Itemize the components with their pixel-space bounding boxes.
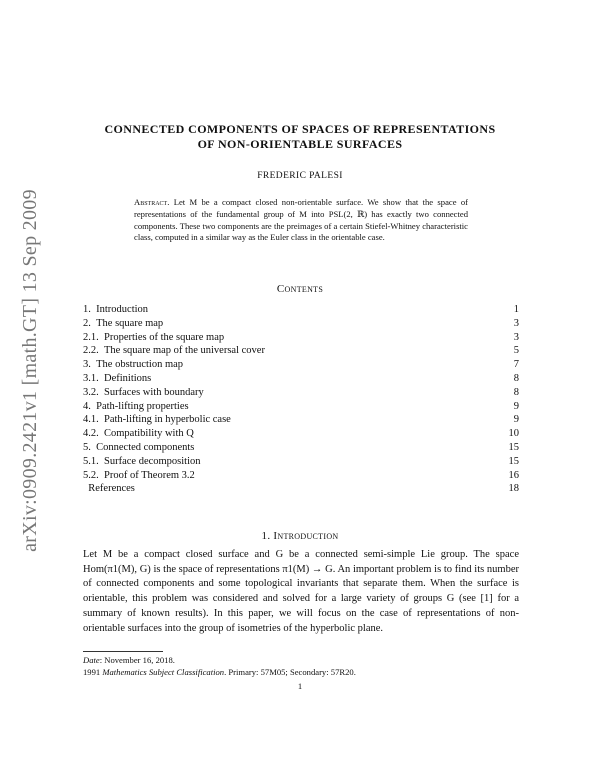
toc-entry[interactable] [83,317,519,331]
footnote-rule [83,651,163,652]
toc-entry-page: 3 [513,317,519,329]
toc-entry-number: 3.1. [83,372,99,384]
title-line-2: OF NON-ORIENTABLE SURFACES [197,137,403,151]
contents-heading: Contents [276,283,324,295]
toc-entry-title [83,303,148,317]
toc-entry-label: Introduction [96,304,149,315]
toc-entry-number: 1. [83,304,91,315]
toc-entry-title [83,331,224,345]
page-number: 1 [297,681,303,691]
toc-entry-page: 15 [508,441,519,453]
footnote-msc-year: 1991 [83,667,103,677]
toc-entry-page: 8 [513,386,519,398]
toc-entry-title [83,413,231,427]
toc-entry-number: 5.2. [83,469,99,481]
toc-entry-number: 4. [83,400,91,412]
footnote-date-label: Date [83,655,100,665]
toc-entry-label: Path-lifting properties [96,400,189,412]
toc-entry-page: 3 [513,331,519,343]
toc-entry-number: 4.1. [83,414,99,426]
toc-entry-title [83,317,163,331]
toc-entry-label: References [88,483,135,495]
toc-entry[interactable] [83,427,519,441]
toc-entry-label: Path-lifting in hyperbolic case [104,414,231,426]
footnote-date-value: : November 16, 2018. [99,655,175,665]
table-of-contents [83,303,519,496]
title-line-1: CONNECTED COMPONENTS OF SPACES OF REPRESENTATIONS [104,122,496,136]
toc-entry-page: 16 [508,469,519,481]
toc-entry-number: 3. [83,359,91,371]
toc-entry[interactable] [83,372,519,386]
toc-entry-page: 18 [508,483,519,495]
arxiv-stamp-text: arXiv:0909.2421v1 [math.GT] 13 Sep 2009 [18,188,41,552]
toc-entry-page: 8 [513,372,519,384]
toc-entry-page: 7 [513,359,519,371]
arxiv-stamp [12,170,48,570]
toc-entry-page: 9 [513,414,519,426]
toc-entry-title [83,455,201,469]
toc-entry[interactable] [83,331,519,345]
footnote-msc-text: . Primary: 57M05; Secondary: 57R20. [224,667,356,677]
section-heading: 1. Introduction [261,530,339,542]
toc-entry-page: 9 [513,400,519,412]
toc-entry-label: Proof of Theorem 3.2 [104,469,195,481]
toc-entry-title [83,386,204,400]
toc-entry-title [83,358,183,372]
abstract [134,197,468,244]
toc-entry-number: 5.1. [83,455,99,467]
intro-paragraph: Let M be a compact closed surface and G be a connected semi-simple Lie group. The space Hom(π1(M), G) is the space of representations π1(M) → G. An important problem is to find its number of connected components and some topological invariants that separate them. When the surface is orientable, this problem was considered and solved for a large variety of groups G (see [1] for a summary of known results). In this paper, we will focus on the case of representations of non-orientable surfaces into the group of isometries of the hyperbolic plane. [83,549,519,634]
footnote-date [83,655,519,666]
footnote-msc-label: Mathematics Subject Classification [102,667,225,677]
toc-entry-number: 2.2. [83,345,99,357]
toc-entry-label: Surface decomposition [104,455,201,467]
toc-entry-label: Compatibility with Q [104,428,194,440]
toc-entry-title [83,400,189,414]
toc-entry-title [83,427,194,441]
toc-entry-title [83,344,265,358]
toc-entry[interactable] [83,482,519,496]
toc-entry-title [83,482,135,496]
toc-entry-number: 5. [83,441,91,453]
toc-entry[interactable] [83,441,519,455]
toc-entry-title [83,469,195,483]
toc-entry-number: 2. [83,317,91,329]
abstract-text: Let M be a compact closed non-orientable surface. We show that the space of representations of the fundamental group of M into PSL(2, ℝ) has exactly two connected components. These two components are the preimages of a certain Stiefel-Whitney characteristic class, computed in a similar way as the Euler class in the orientable case. [134,197,469,243]
toc-entry-label: Properties of the square map [104,331,225,343]
toc-entry[interactable] [83,303,519,317]
toc-entry-label: The square map [96,317,164,329]
toc-entry-title [83,372,151,386]
toc-entry-page: 10 [508,428,519,440]
toc-entry-number: 3.2. [83,386,99,398]
toc-entry[interactable] [83,358,519,372]
footnote-msc [83,667,519,678]
toc-entry[interactable] [83,386,519,400]
toc-entry-label: The square map of the universal cover [104,345,265,357]
paper-title [80,122,520,152]
author: FREDERIC PALESI [257,171,343,181]
toc-entry[interactable] [83,469,519,483]
toc-entry-label: Definitions [104,372,152,384]
toc-entry-page: 15 [508,455,519,467]
toc-entry-page: 1 [513,304,519,315]
toc-entry-number: 2.1. [83,331,99,343]
toc-entry[interactable] [83,413,519,427]
toc-entry[interactable] [83,344,519,358]
toc-entry-page: 5 [513,345,519,357]
toc-entry[interactable] [83,455,519,469]
toc-entry[interactable] [83,400,519,414]
toc-entry-label: The obstruction map [96,359,184,371]
toc-entry-label: Surfaces with boundary [104,386,204,398]
toc-entry-label: Connected components [96,441,195,453]
toc-entry-number: 4.2. [83,428,99,440]
toc-entry-title [83,441,194,455]
abstract-label: Abstract. [134,197,170,207]
